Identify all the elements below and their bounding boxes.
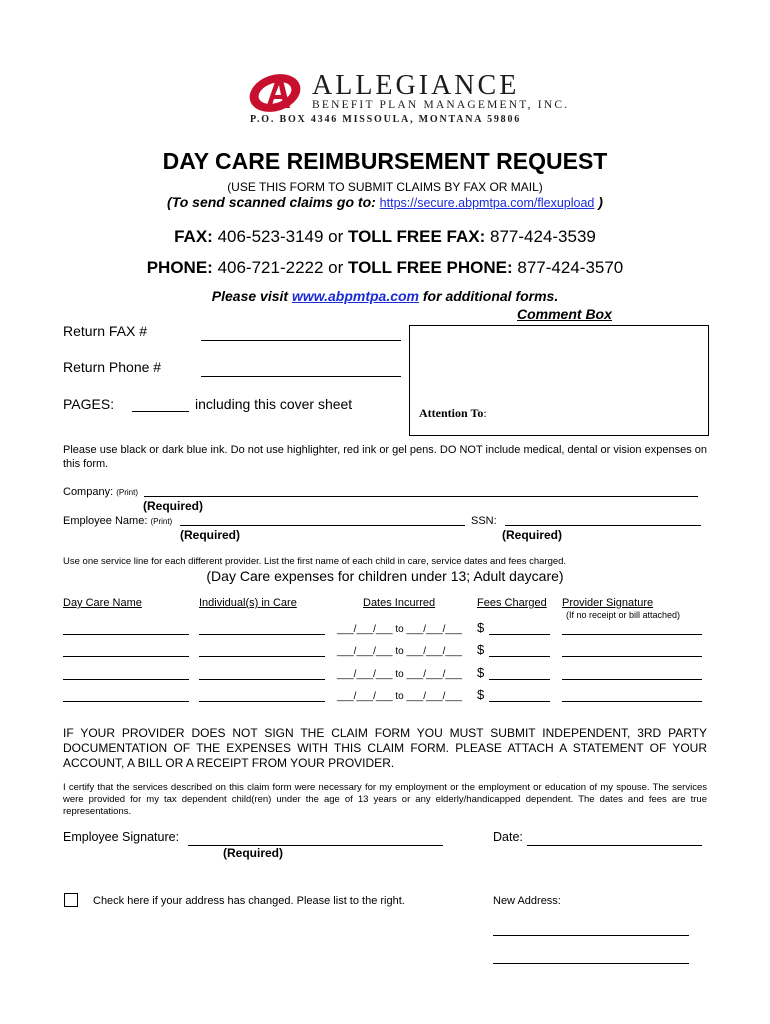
visit-suffix: for additional forms. — [419, 288, 559, 304]
brand-subtitle: BENEFIT PLAN MANAGEMENT, INC. — [312, 99, 570, 111]
row1-dollar-sign: $ — [477, 620, 485, 635]
row1-fees-field[interactable] — [489, 634, 550, 635]
row4-individuals-field[interactable] — [199, 701, 325, 702]
column-fees-charged: Fees Charged — [477, 597, 547, 609]
row4-dollar-sign: $ — [477, 687, 485, 702]
row2-day-care-name-field[interactable] — [63, 656, 189, 657]
ssn-required: (Required) — [502, 528, 562, 542]
attention-to-label — [419, 406, 487, 421]
visit-line — [0, 288, 770, 304]
phone-line — [0, 258, 770, 278]
scan-prefix: (To send scanned claims go to: — [167, 194, 380, 210]
fax-line — [0, 227, 770, 247]
column-provider-signature: Provider Signature — [562, 597, 654, 609]
column-day-care-name: Day Care Name — [63, 597, 142, 609]
pages-suffix: including this cover sheet — [195, 396, 353, 412]
address-changed-label: Check here if your address has changed. Please list to the right. — [93, 895, 405, 907]
no-receipt-note: (If no receipt or bill attached) — [566, 610, 681, 620]
row4-dates-field[interactable]: ___/___/___ to ___/___/___ — [337, 691, 463, 702]
new-address-line-1[interactable] — [493, 935, 689, 936]
signature-required: (Required) — [223, 846, 283, 860]
new-address-label: New Address: — [493, 895, 561, 907]
ssn-field[interactable] — [505, 525, 701, 526]
row3-individuals-field[interactable] — [199, 679, 325, 680]
website-link[interactable]: www.abpmtpa.com — [291, 288, 419, 304]
company-label — [63, 486, 138, 498]
visit-prefix: Please visit — [211, 288, 292, 304]
row4-day-care-name-field[interactable] — [63, 701, 189, 702]
row2-dollar-sign: $ — [477, 642, 485, 657]
column-individuals-in-care: Individual(s) in Care — [199, 597, 297, 609]
employee-name-text: Employee Name: — [63, 515, 148, 527]
row2-signature-field[interactable] — [562, 656, 702, 657]
row4-fees-field[interactable] — [489, 701, 550, 702]
certification-statement: I certify that the services described on this claim form were necessary for my employment or the employment or education of my spouse. The services were provided for my tax dependent child(ren) under the age of 13 years or any elderly/handicapped dependent. The dates and fees are true representations. — [63, 782, 707, 817]
row2-dates-field[interactable]: ___/___/___ to ___/___/___ — [337, 646, 463, 657]
return-phone-label: Return Phone # — [63, 359, 162, 375]
toll-free-phone-number: 877-424-3570 — [512, 258, 624, 277]
employee-name-print-hint: (Print) — [150, 517, 173, 526]
row3-fees-field[interactable] — [489, 679, 550, 680]
new-address-line-2[interactable] — [493, 963, 689, 964]
row1-individuals-field[interactable] — [199, 634, 325, 635]
pages-field[interactable] — [132, 411, 189, 412]
date-label: Date: — [493, 830, 523, 844]
ink-instructions: Please use black or dark blue ink. Do not use highlighter, red ink or gel pens. DO NOT include medical, dental or vision expenses on this form. — [63, 444, 707, 470]
row2-individuals-field[interactable] — [199, 656, 325, 657]
service-line-instructions: Use one service line for each different provider. List the first name of each child in care, service dates and fees charged. — [63, 556, 567, 567]
company-text: Company: — [63, 486, 114, 498]
brand-address: P.O. BOX 4346 MISSOULA, MONTANA 59806 — [250, 114, 522, 125]
return-fax-label: Return FAX # — [63, 323, 148, 339]
address-changed-checkbox[interactable] — [64, 893, 78, 907]
form-title: DAY CARE REIMBURSEMENT REQUEST — [162, 148, 608, 174]
provider-notice: IF YOUR PROVIDER DOES NOT SIGN THE CLAIM FORM YOU MUST SUBMIT INDEPENDENT, 3RD PARTY DOCUMENTATION OF THE EXPENSES WITH THIS CLAIM FORM. PLEASE ATTACH A STATEMENT OF YOUR ACCOUNT, A BILL OR A RECEIPT FROM YOUR PROVIDER. — [63, 726, 707, 770]
date-field[interactable] — [527, 845, 702, 846]
pages-label: PAGES: — [63, 396, 115, 412]
attention-colon: : — [483, 406, 487, 420]
ssn-label: SSN: — [471, 515, 497, 527]
phone-number: 406-721-2222 or — [212, 258, 348, 277]
fax-label: FAX: — [174, 227, 213, 246]
allegiance-logo-icon — [246, 68, 304, 118]
employee-name-label — [63, 515, 172, 527]
row3-day-care-name-field[interactable] — [63, 679, 189, 680]
row2-fees-field[interactable] — [489, 656, 550, 657]
fax-number: 406-523-3149 or — [212, 227, 348, 246]
brand-name: ALLEGIANCE — [312, 70, 520, 101]
return-fax-field[interactable] — [201, 340, 401, 341]
form-subtitle: (USE THIS FORM TO SUBMIT CLAIMS BY FAX OR MAIL) — [227, 180, 543, 194]
scan-instructions — [0, 194, 770, 210]
toll-free-fax-label: TOLL FREE FAX: — [348, 227, 486, 246]
row3-dollar-sign: $ — [477, 665, 485, 680]
row1-day-care-name-field[interactable] — [63, 634, 189, 635]
company-print-hint: (Print) — [116, 488, 138, 497]
employee-name-field[interactable] — [180, 525, 465, 526]
row4-signature-field[interactable] — [562, 701, 702, 702]
row1-signature-field[interactable] — [562, 634, 702, 635]
flexupload-link[interactable]: https://secure.abpmtpa.com/flexupload — [379, 196, 595, 210]
row1-dates-field[interactable]: ___/___/___ to ___/___/___ — [337, 624, 463, 635]
company-field[interactable] — [144, 496, 698, 497]
comment-box-label: Comment Box — [517, 306, 612, 322]
return-phone-field[interactable] — [201, 376, 401, 377]
phone-label: PHONE: — [146, 258, 213, 277]
row3-dates-field[interactable]: ___/___/___ to ___/___/___ — [337, 669, 463, 680]
column-dates-incurred: Dates Incurred — [363, 597, 436, 609]
row3-signature-field[interactable] — [562, 679, 702, 680]
employee-name-required: (Required) — [180, 528, 240, 542]
expenses-heading: (Day Care expenses for children under 13; Adult daycare) — [206, 568, 564, 584]
toll-free-phone-label: TOLL FREE PHONE: — [348, 258, 513, 277]
attention-text: Attention To — [419, 406, 484, 420]
company-required: (Required) — [143, 499, 203, 513]
employee-signature-label: Employee Signature: — [63, 830, 180, 844]
toll-free-fax-number: 877-424-3539 — [485, 227, 596, 246]
scan-suffix: ) — [594, 194, 603, 210]
